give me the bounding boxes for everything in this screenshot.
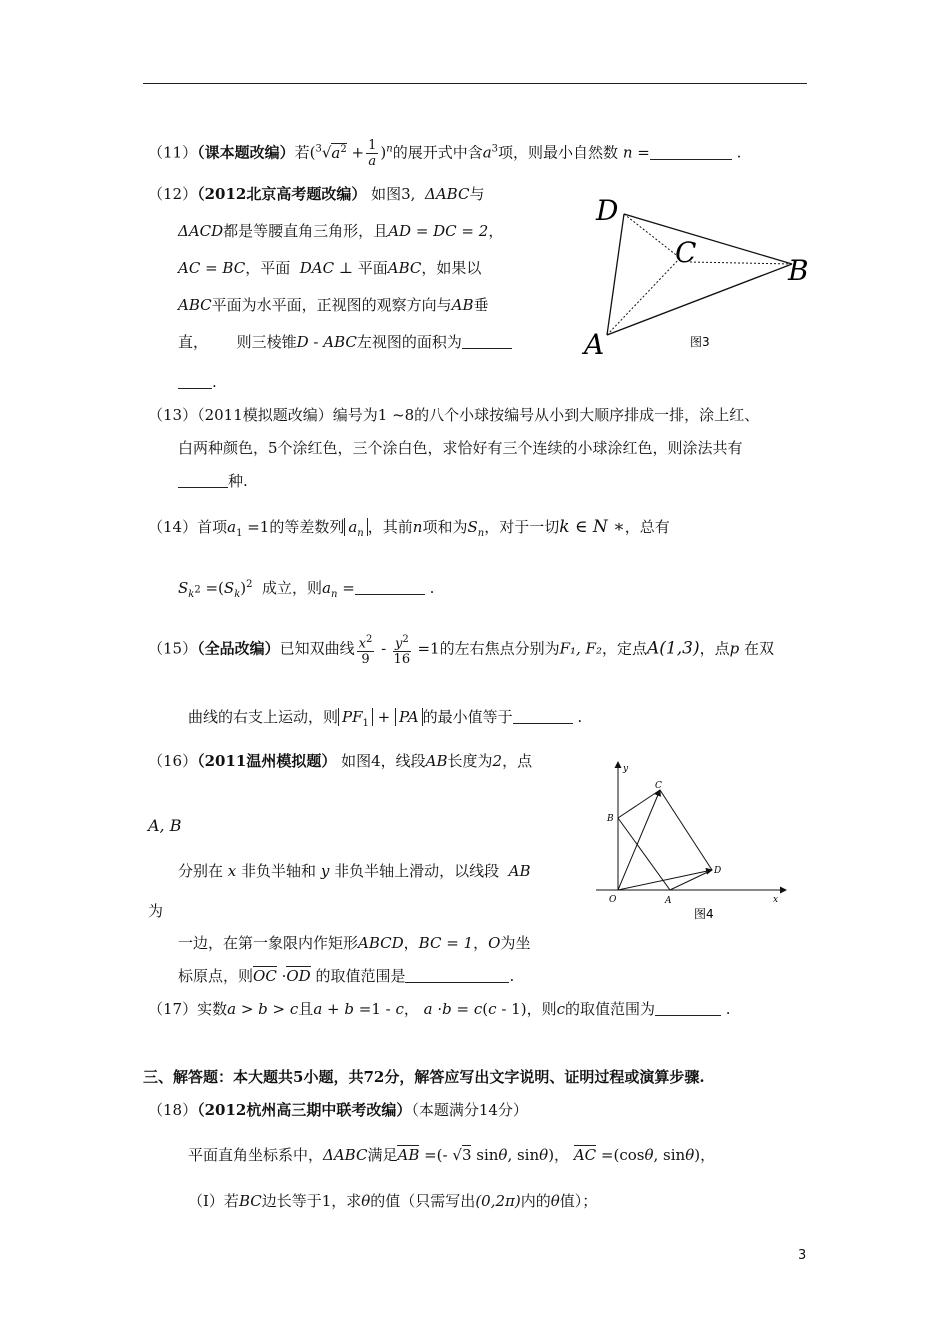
label-x: x (773, 895, 779, 905)
question-11: （11）（课本题改编）若($^3√a^2$ + $\frac{1}{a}$ )$^n$的展开式中含$a^3$项，则最小自然数 n = . (148, 138, 742, 169)
edge-DC (624, 214, 680, 258)
edge-AB (607, 264, 792, 335)
segment-DA (670, 870, 712, 890)
question-15-line-1: （15）（全品改编）已知双曲线 $\frac{x^2}{9}$ - $\frac{y^2}{16}$ =1的左右焦点分别为F₁, F₂，定点A(1,3)，点p 在双 (148, 634, 774, 668)
label-C: C (655, 781, 662, 791)
question-17: （17）实数a > b > c且a + b =1 - c， a ·b = c(c - 1)，则c的取值范围为 . (148, 1000, 731, 1018)
fraction-1-over-a: $\frac{1}{a}$ (368, 138, 377, 169)
question-16-line-6: 标原点，则OC ·OD 的取值范围是 . (178, 967, 515, 985)
label-D: D (714, 866, 722, 876)
answer-blank-13 (178, 473, 228, 488)
question-12-line-3: AC = BC，平面 DAC ⊥ 平面ABC，如果以 (178, 259, 482, 277)
section-3-heading: 三、解答题：本大题共5小题，共72分，解答应写出文字说明、证明过程或演算步骤. (143, 1068, 705, 1086)
vector-OC (618, 790, 660, 890)
page-number: 3 (798, 1248, 807, 1263)
figure-3-caption: 图3 (690, 335, 710, 349)
figure-4-rectangle (590, 760, 795, 930)
question-13-line-2: 白两种颜色，5个涂红色，三个涂白色，求恰好有三个连续的小球涂红色，则涂法共有 (178, 439, 743, 457)
answer-blank-17 (655, 1001, 721, 1016)
figure-3-pyramid (580, 190, 820, 360)
label-A: A (665, 896, 672, 906)
answer-blank-14 (355, 580, 425, 595)
question-13-line-1: （13）（2011模拟题改编）编号为1 ~8的八个小球按编号从小到大顺序排成一排，涂上红、 (148, 406, 760, 424)
label-B: B (788, 254, 809, 287)
edge-DA (607, 214, 624, 335)
label-O: O (609, 895, 617, 905)
header-rule (143, 83, 807, 84)
answer-blank-11 (650, 145, 732, 160)
question-15-line-2: 曲线的右支上运动，则 $PF_1$ + PA 的最小值等于 . (188, 708, 583, 729)
question-13-line-3: 种. (178, 470, 248, 492)
question-12-line-2: ΔACD都是等腰直角三角形，且AD = DC = 2， (178, 222, 504, 240)
question-16-line-4: 为 (148, 902, 164, 920)
edge-AC (607, 258, 680, 335)
label-y: y (623, 764, 629, 774)
question-14-line-1: （14）首项$a_1 =1$的等差数列 $a_n$ ，其前n项和为$S_n$，对于一切k ∈ N ∗，总有 (148, 517, 670, 539)
question-12-line-4: ABC平面为水平面，正视图的观察方向与AB垂 (178, 296, 489, 314)
label-C: C (675, 236, 697, 269)
answer-blank-15 (513, 709, 573, 724)
label-D: D (596, 194, 619, 227)
question-12-line-6: . (178, 371, 217, 393)
edge-CB (690, 262, 792, 264)
question-16-line-3: 分别在 x 非负半轴和 y 非负半轴上滑动，以线段 AB (178, 862, 531, 880)
answer-blank-12b (178, 374, 212, 389)
question-16-line-1: （16）（2011温州模拟题） 如图4，线段AB长度为2，点 (148, 752, 533, 770)
question-14-line-2: $S_{k^2} =(S_k)^2$ 成立，则$a_n$ = . (178, 579, 435, 600)
fraction-x2-over-9: $\frac{x^2}{9}$ (358, 634, 373, 668)
question-16-line-2: A, B (148, 816, 182, 835)
answer-blank-12a (462, 334, 512, 349)
question-12-line-1: （12）（2012北京高考题改编） 如图3, ΔABC与 (148, 185, 485, 203)
question-18-line-3: （Ⅰ）若BC边长等于1，求θ的值（只需写出(0,2π)内的θ值）； (188, 1192, 598, 1210)
edge-DB (624, 214, 792, 264)
figure-4-caption: 图4 (694, 907, 714, 921)
label-B: B (607, 814, 614, 824)
question-18-line-2: 平面直角坐标系中，ΔABC满足AB =(- √3 sinθ, sinθ)， AC =(cosθ, sinθ)， (188, 1146, 716, 1164)
answer-blank-16 (405, 968, 509, 983)
vector-OD (618, 870, 712, 890)
question-18-line-1: （18）（2012杭州高三期中联考改编）（本题满分14分） (148, 1101, 528, 1119)
fraction-y2-over-16: $\frac{y^2}{16}$ (393, 634, 411, 668)
label-A: A (584, 328, 605, 360)
segment-CD (660, 790, 712, 870)
question-12-line-5: 直， 则三棱锥D - ABC左视图的面积为 (178, 331, 512, 353)
question-16-line-5: 一边，在第一象限内作矩形ABCD，BC = 1，O为坐 (178, 934, 531, 952)
